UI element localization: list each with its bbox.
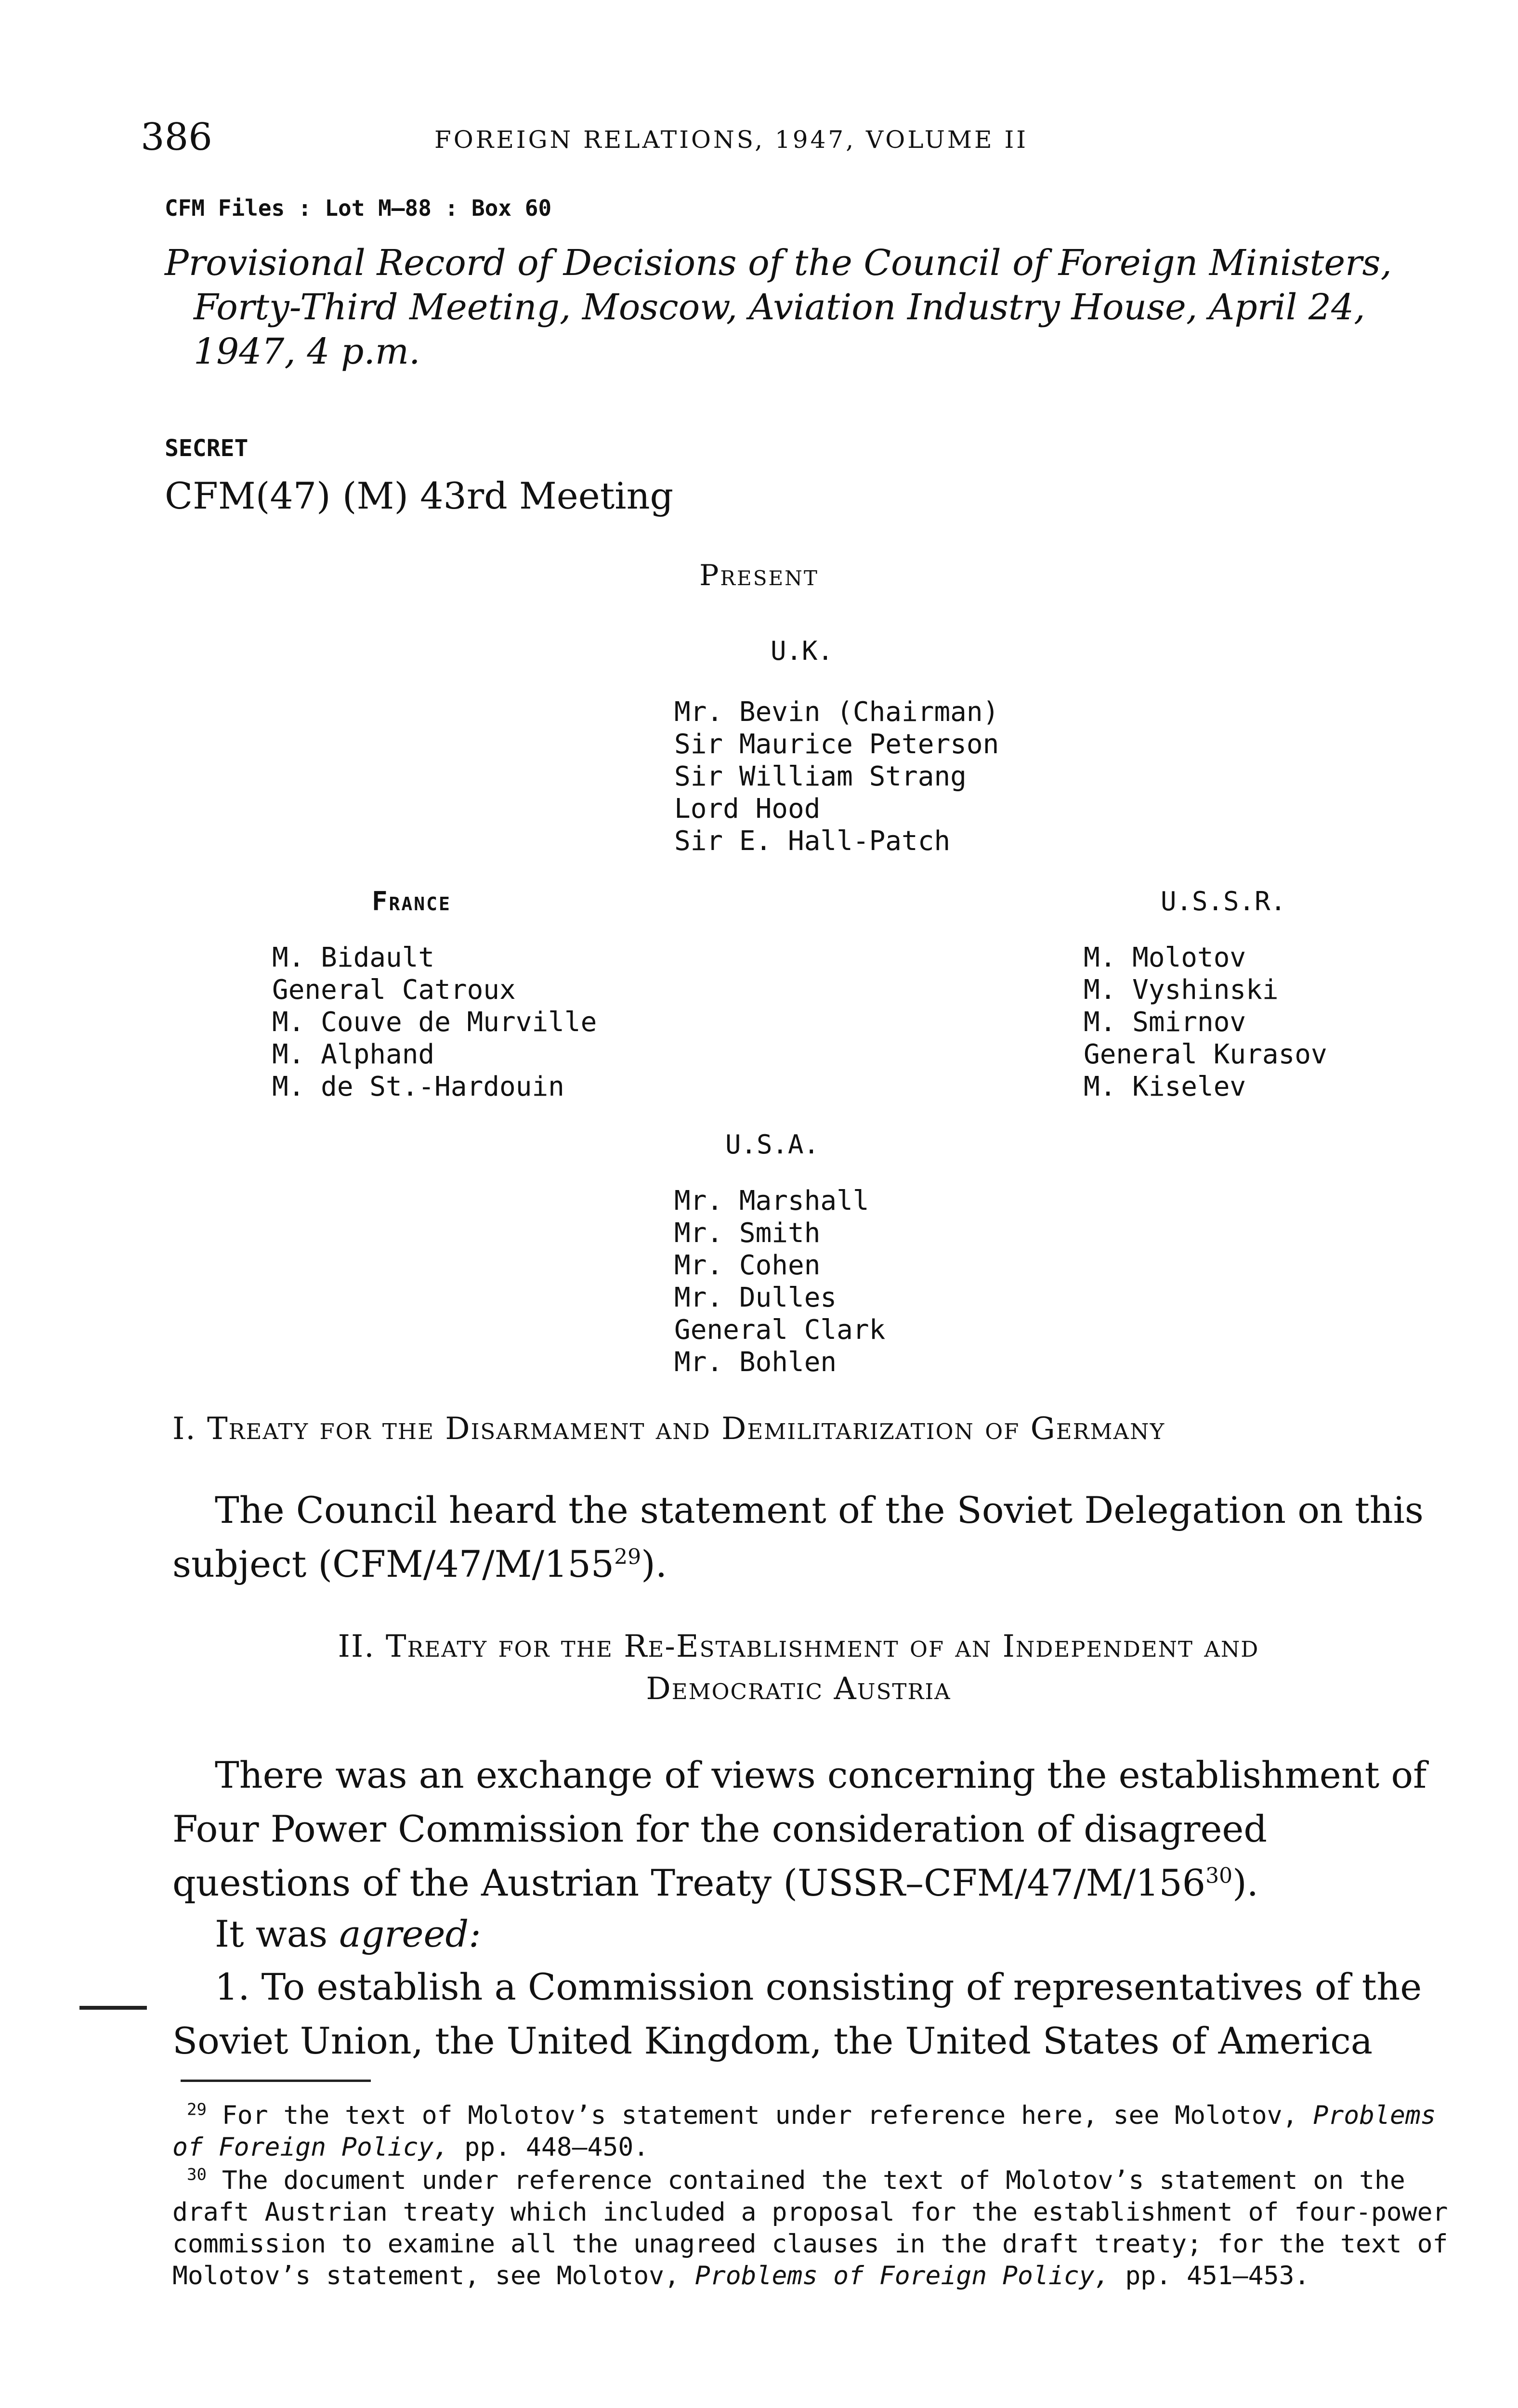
agreed-line [215, 1907, 481, 1961]
title-line-2: Forty-Third Meeting, Moscow, Aviation Industry House, April 24, [194, 287, 1365, 328]
member-name: M. Couve de Murville [272, 1007, 597, 1038]
member-name: Sir Maurice Peterson [674, 729, 999, 760]
member-name: Sir William Strang [674, 761, 967, 792]
member-name: M. de St.-Hardouin [272, 1071, 564, 1102]
delegation-name-uk: U.K. [771, 636, 834, 666]
footnote-pages: pp. 448–450. [464, 2133, 649, 2162]
delegation-name-usa: U.S.A. [725, 1129, 820, 1160]
footnote-30 [172, 2165, 1473, 2292]
paragraph-text: The Council heard the statement of the Soviet Delegation on this subject (CFM/47/M/155 [172, 1489, 1424, 1585]
member-name: Lord Hood [674, 793, 821, 824]
title-line-3: 1947, 4 p.m. [194, 331, 420, 372]
member-name: Mr. Dulles [674, 1282, 837, 1313]
delegation-members-uk [674, 696, 999, 857]
member-name: M. Kiselev [1084, 1071, 1246, 1102]
classification-label: SECRET [165, 435, 249, 462]
section-heading-2-line-2: Democratic Austria [646, 1671, 951, 1707]
member-name: M. Smirnov [1084, 1007, 1246, 1038]
footnote-marker: 29 [187, 2100, 207, 2120]
agreed-word: agreed: [339, 1912, 481, 1955]
meeting-identifier: CFM(47) (M) 43rd Meeting [165, 474, 674, 517]
delegation-name-ussr: U.S.S.R. [1161, 886, 1286, 916]
footnote-book-title: Problems of Foreign Policy, [172, 2101, 1436, 2162]
delegation-name-france: France [372, 886, 451, 916]
member-name: Sir E. Hall-Patch [674, 825, 951, 857]
paragraph-text-end: ). [641, 1543, 667, 1585]
section-heading-2 [172, 1625, 1425, 1710]
member-name: M. Alphand [272, 1039, 435, 1070]
member-name: Mr. Bohlen [674, 1347, 837, 1378]
agreed-prefix: It was [215, 1912, 328, 1955]
footnote-ref[interactable]: 30 [1205, 1863, 1233, 1888]
member-name: General Clark [674, 1314, 886, 1346]
section-heading-1: I. Treaty for the Disarmament and Demilitarization of Germany [172, 1411, 1165, 1447]
footnote-pages: pp. 451–453. [1125, 2261, 1310, 2290]
member-name: Mr. Cohen [674, 1250, 821, 1281]
footnote-rule [181, 2080, 371, 2082]
paragraph-text-end: ). [1232, 1861, 1258, 1904]
delegation-members-france [272, 942, 597, 1103]
footnote-marker: 30 [187, 2165, 207, 2185]
section-2-paragraph [172, 1748, 1453, 1910]
title-line-1: Provisional Record of Decisions of the Council of Foreign Ministers, [165, 242, 1392, 284]
member-name: M. Bidault [272, 942, 435, 973]
delegation-members-usa [674, 1185, 885, 1378]
footnote-text: For the text of Molotov’s statement under reference here, see Molotov, [222, 2101, 1298, 2130]
footnote-ref[interactable]: 29 [614, 1544, 641, 1570]
delegation-members-ussr [1084, 942, 1327, 1103]
footnote-book-title: Problems of Foreign Policy, [694, 2261, 1110, 2290]
member-name: Mr. Bevin (Chairman) [674, 696, 999, 728]
member-name: M. Molotov [1084, 942, 1246, 973]
running-header [141, 113, 1219, 161]
page-number: 386 [141, 116, 212, 159]
section-heading-2-line-1: II. Treaty for the Re-Establishment of an Independent and [338, 1629, 1259, 1664]
margin-mark [79, 2006, 147, 2010]
member-name: M. Vyshinski [1084, 974, 1279, 1006]
running-title: FOREIGN RELATIONS, 1947, VOLUME II [434, 126, 1028, 154]
present-heading: Present [699, 559, 819, 592]
member-name: Mr. Marshall [674, 1185, 869, 1217]
footnote-29 [172, 2100, 1473, 2163]
section-1-paragraph [172, 1483, 1453, 1591]
file-reference: CFM Files : Lot M–88 : Box 60 [165, 195, 552, 221]
document-title [165, 241, 1455, 374]
agreement-item-1: 1. To establish a Commission consisting of representatives of the Soviet Union, the United Kingdom, the United States of America [172, 1965, 1422, 2062]
paragraph-text: There was an exchange of views concerning the establishment of Four Power Commission for the consideration of disagreed questions of the Austrian Treaty (USSR–CFM/47/M/156 [172, 1754, 1427, 1904]
member-name: General Kurasov [1084, 1039, 1327, 1070]
member-name: General Catroux [272, 974, 516, 1006]
member-name: Mr. Smith [674, 1217, 821, 1249]
footnote-text: The document under reference contained the text of Molotov’s statement on the draft Austrian treaty which included a proposal for the establishment of four-power commission to examine all the unagreed clauses in the draft treaty; for the text of Molotov’s statement, see Molotov, [172, 2166, 1448, 2290]
